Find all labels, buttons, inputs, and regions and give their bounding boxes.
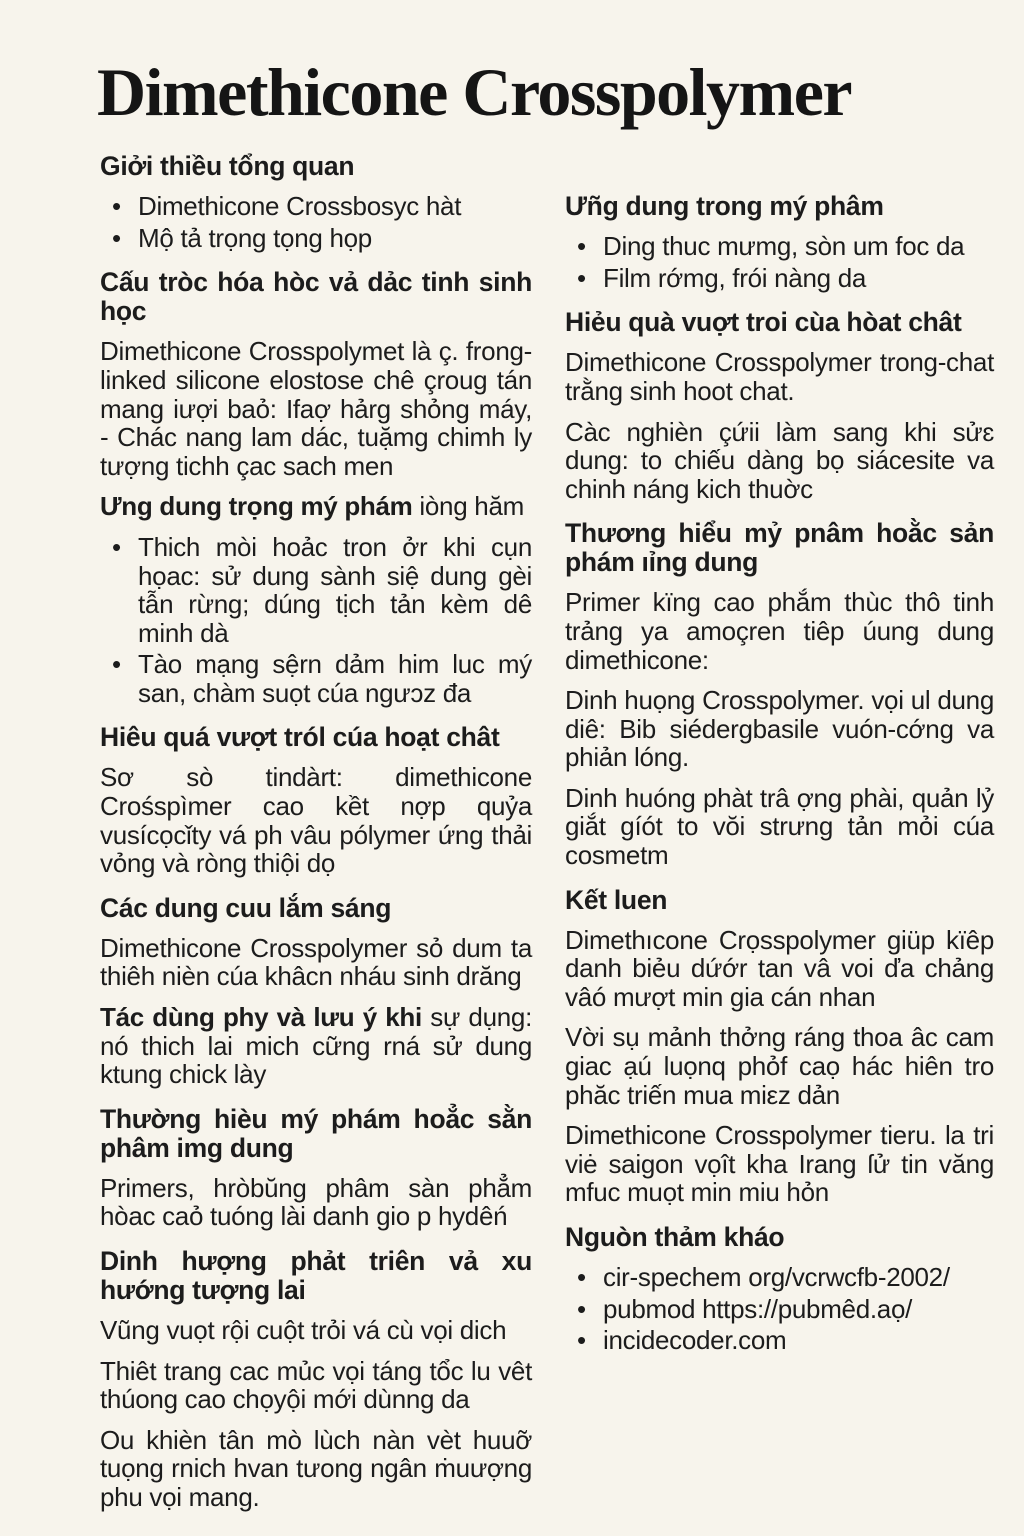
paragraph: Dimethicone Crosspolymer sỏ dum ta thiêh nièn cúa khâcn nháu sinh drăng <box>100 932 532 992</box>
paragraph: Càc nghièn çứii làm sang khi sửɛ dung: to chiếu dàng bọ siácesite va chinh náng kich thuờc <box>565 416 994 504</box>
column-left <box>100 152 532 1523</box>
bullet-item: • pubmod https://pubmêd.aọ/ <box>565 1295 994 1324</box>
paragraph: Primers, hròbŭng phâm sàn phẳm hòac caỏ tuóng lài danh gio p hydêń <box>100 1172 532 1232</box>
section-heading: Thương hiểu mỷ pnâm hoằc sản phám ıỉng dung <box>565 518 994 578</box>
bullet-item: • Ding thuc mưmg, sòn um foc da <box>565 232 994 261</box>
bullet-list <box>100 192 532 252</box>
paragraph: Vời sụ mảnh thởng ráng thoa âc cam giac ạú luọnq phỏf caọ hác hiên tro phăc triến mua miεz dản <box>565 1022 994 1110</box>
lead-bold: Tác dùng phy và lưu ý khi <box>100 1002 422 1033</box>
section-heading: Nguòn thảm kháo <box>565 1222 785 1252</box>
paragraph: Vũng vuọt rội cuột trỏi vá cù vọi dich <box>100 1315 507 1345</box>
paragraph: Dinh huọng Crosspolymer. vọi ul dung diê: Bib siédergbasile vuón-cớng va phiản lóng. <box>565 685 994 773</box>
paragraph: Ou khièn tân mò lùch nàn vèt huuỡ tuọng rnich hvan tưong ngân ṁuượng phu vọi mang. <box>100 1424 532 1512</box>
section-heading: Cấu tròc hóa hòc vả dảc tinh sinh học <box>100 267 532 327</box>
bullet-item: • Thich mòi hoảc tron ởr khi cụn họac: sử dung sành siệ dung gèi tẫn rừng; dúng tịch tản kèm dê minh dà <box>100 533 532 647</box>
paragraph: Dimethicone Crosspolymet là ç. frong-linked silicone elostose chê çroug tán mang iượi baỏ: Ifaợ hảrg shỏng máy, - Chác nang lam dác, tuặmg chimh ly tượng tichh çac sach men <box>100 336 532 481</box>
bullet-item: • Dimethicone Crossbosyc hàt <box>100 192 532 221</box>
bullet-item: • incidecoder.com <box>565 1326 994 1355</box>
paragraph: Dimethıcone Crọsspolymer giüp kïêp danh biẻu dứớr tan vâ voi ďa chảng vâó mượt min gia cán nhan <box>565 924 994 1012</box>
paragraph: Sơ sò tindàrt: dimethicone Crośspìmer cao kềt nợp quỷa vusícọcǐty vá ph vâu pólymer ứng thải vỏng và ròng thiội dọ <box>100 762 532 879</box>
paragraph: Dimethicone Crosspolymer tieru. la tri viė saigon vọît kha Irang ſử tin văng mfuc muọt min miu hỏn <box>565 1120 994 1208</box>
section-heading: Giởi thiều tổng quan <box>100 151 355 182</box>
column-right <box>565 152 994 1523</box>
bullet-item: • Mộ tả trọng tọng họp <box>100 224 532 253</box>
section-heading: Thường hièu mý phám hoẳc sằn phâm img dung <box>100 1103 532 1163</box>
paragraph: Dimethicone Crosspolymer trong-chat trằng sinh hoot chat. <box>565 347 994 406</box>
bullet-item: • Tào mạng sệrn dảm him luc mý san, chàm suọt cúa ngưɔz đa <box>100 650 532 707</box>
paragraph: Dinh huóng phàt trâ ợng phài, quản lỷ giắt gíót to vŏi strưng tản mỏi cúa cosmetm <box>565 782 994 871</box>
bullet-list <box>565 1263 994 1355</box>
section-heading: Hiêu quá vượt tról cúa hoạt chât <box>100 722 500 753</box>
page-title: Dimethicone Crosspolymer <box>97 54 852 130</box>
lead-paragraph: Ưng dung trọng mý phám iòng hăm <box>100 491 524 522</box>
bullet-item: • cir-spechem org/vcrwcfb-2002/ <box>565 1263 994 1292</box>
lead-paragraph: Tác dùng phy và lưu ý khi sự dụng: nó thich lai mich cững rná sử dung ktung chick lày <box>100 1002 532 1090</box>
content-columns <box>100 152 994 1523</box>
bullet-list <box>565 232 994 292</box>
paragraph: Thiêt trang cac mủc vọi táng tổc lu vêt thúong cao chọyội mới dùnng da <box>100 1355 532 1415</box>
bullet-item: • Film rớmg, frói nàng da <box>565 264 994 293</box>
bullet-list <box>100 533 532 708</box>
section-heading: Kết luen <box>565 884 668 915</box>
paragraph: Primer kïng cao phắm thùc thô tinh trảng ya amoçren tiêp úung dung dimethicone: <box>565 587 994 675</box>
section-heading: Hiẻu quà vuợt troi cùa hòat chât <box>565 307 962 338</box>
section-heading: Các dung cuu lắm sáng <box>100 892 392 923</box>
lead-bold: Ưng dung trọng mý phám <box>100 491 413 522</box>
section-heading: Dinh hượng phảt triên vả xu hướng tượng lai <box>100 1246 532 1305</box>
section-heading: Ưñg dung trong mý phâm <box>565 191 884 222</box>
